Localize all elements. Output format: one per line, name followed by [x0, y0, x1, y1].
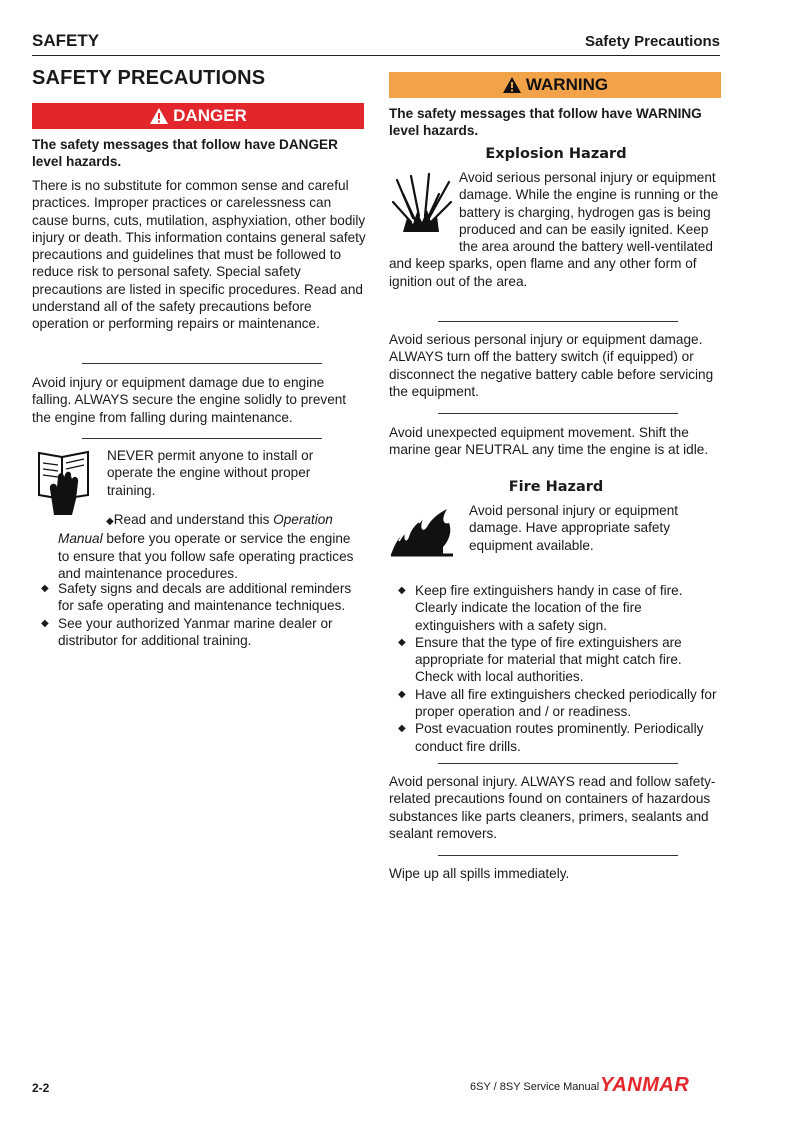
list-item: ◆ Keep fire extinguishers handy in case of fire. Clearly indicate the location of the fire extinguishers with a safety sign. [398, 583, 683, 633]
bullet-diamond-icon: ◆ [41, 583, 49, 594]
danger-banner [32, 103, 364, 129]
divider [438, 321, 678, 322]
safety-bullet-list [38, 580, 364, 649]
fire-bullet-list [395, 582, 721, 755]
bullet-diamond-icon: ◆ [398, 585, 406, 596]
spills-paragraph: Wipe up all spills immediately. [389, 866, 570, 881]
bullet-diamond-icon: ◆ [398, 636, 406, 648]
warning-triangle-icon [502, 76, 522, 94]
bullet-diamond-icon: ◆ [106, 516, 114, 527]
fire-hazard-title: Fire Hazard [508, 479, 604, 495]
divider [82, 438, 322, 439]
list-item: ◆ Safety signs and decals are additional reminders for safe operating and maintenance techniques. [41, 581, 352, 614]
manual-name: 6SY / 8SY Service Manual [470, 1081, 600, 1093]
danger-label: DANGER [173, 106, 247, 125]
fire-paragraph: Avoid personal injury or equipment damage. Have appropriate safety equipment available. [469, 503, 679, 553]
divider [82, 363, 322, 364]
falling-paragraph: Avoid injury or equipment damage due to engine falling. ALWAYS secure the engine solidly to prevent the engine from falling during maintenance. [32, 375, 347, 425]
list-item: ◆ See your authorized Yanmar marine dealer or distributor for additional training. [41, 615, 333, 648]
list-item: ◆ Ensure that the type of fire extinguishers are appropriate for material that might catch fire. Check with local authorities. [398, 634, 682, 685]
danger-intro: The safety messages that follow have DANGER level hazards. [32, 137, 338, 170]
battery-paragraph: Avoid serious personal injury or equipment damage. ALWAYS turn off the battery switch (if equipped) or disconnect the negative battery cable before servicing the equipment. [389, 332, 714, 399]
divider [438, 413, 678, 414]
movement-paragraph: Avoid unexpected equipment movement. Shift the marine gear NEUTRAL any time the engine is at idle. [389, 425, 709, 458]
warning-label: WARNING [525, 75, 609, 94]
warning-banner [389, 72, 721, 98]
read-manual-icon [36, 449, 96, 515]
list-item: ◆ Have all fire extinguishers checked periodically for proper operation and / or readiness. [398, 686, 717, 720]
section-heading: SAFETY [32, 31, 100, 50]
bullet-diamond-icon: ◆ [398, 723, 406, 735]
substances-paragraph: Avoid personal injury. ALWAYS read and follow safety-related precautions found on containers of hazardous substances like parts cleaners, primers, sealants and sealant removers. [389, 774, 716, 841]
explosion-paragraph: Avoid serious personal injury or equipment damage. While the engine is running or the battery is charging, hydrogen gas is being produced and can be easily ignited. Keep the area around the battery well-ventilated and keep sparks, open flame and any other form of ignition out of the area. [389, 170, 719, 289]
list-item: ◆ Post evacuation routes prominently. Periodically conduct fire drills. [398, 721, 704, 754]
page-number: 2-2 [32, 1081, 50, 1095]
warning-triangle-icon [149, 107, 169, 125]
explosion-hazard-title: Explosion Hazard [485, 146, 627, 162]
divider [438, 855, 678, 856]
intro-paragraph: There is no substitute for common sense and careful practices. Improper practices or carelessness can cause burns, cuts, mutilation, asphyxiation, other bodily injury or death. This information contains general safety precautions and guidelines that must be followed to reduce risk to personal safety. Special safety precautions are listed in specific procedures. Read and understand all of the safety precautions before operation or performing repairs or maintenance. [32, 178, 366, 332]
yanmar-logo: YANMAR [600, 1074, 690, 1096]
flame-icon [389, 503, 455, 557]
training-paragraph: NEVER permit anyone to install or operate the engine without proper training. [107, 448, 314, 498]
icon-spacer [389, 169, 459, 255]
manual-title: Operation Manual [58, 512, 333, 547]
bullet-diamond-icon: ◆ [398, 688, 406, 700]
divider [438, 763, 678, 764]
page-title: SAFETY PRECAUTIONS [32, 67, 266, 89]
topic-heading: Safety Precautions [584, 33, 720, 50]
manual-bullet: ◆Read and understand this Operation Manual before you operate or service the engine to ensure that you follow safe operating practices and maintenance procedures. [58, 512, 354, 581]
warning-intro: The safety messages that follow have WARNING level hazards. [389, 106, 702, 139]
bullet-diamond-icon: ◆ [41, 617, 49, 629]
header-divider [32, 55, 720, 56]
